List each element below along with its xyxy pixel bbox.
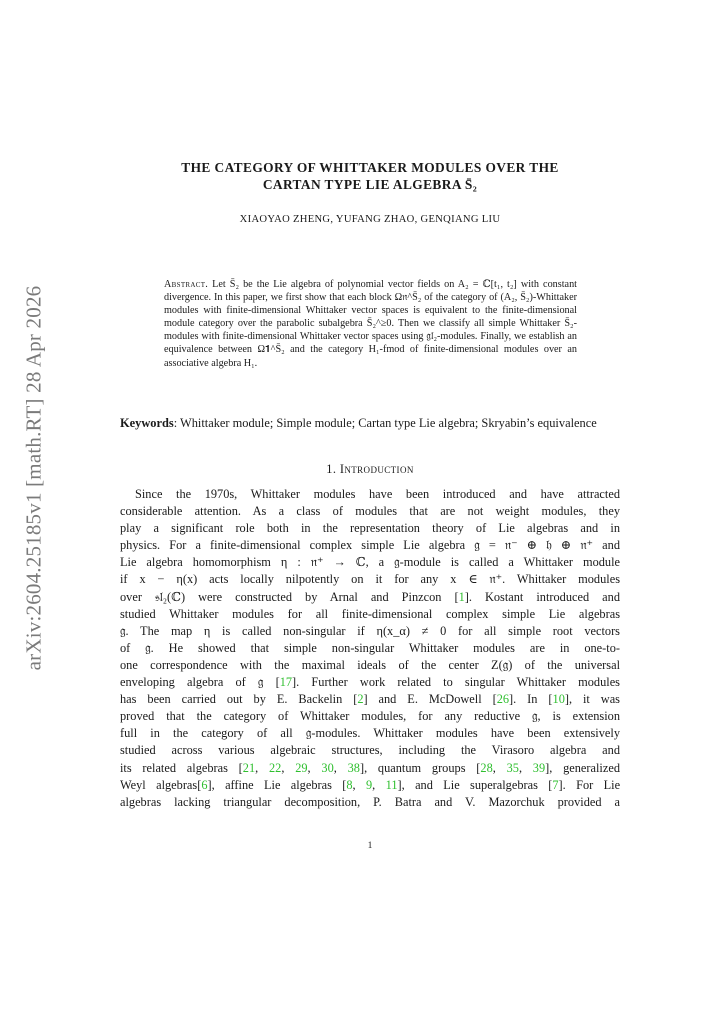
body-text-segment: studied across various algebraic structures, including the Virasoro algebra and [120,743,620,758]
citation-link[interactable]: 38 [347,760,360,775]
citation-link[interactable]: 9 [366,777,373,792]
body-text-segment: proved that the category of Whittaker modules, for any reductive 𝔤, is extension [120,709,620,724]
body-line [120,794,620,811]
body-text-segment: over 𝔰𝔩₂(ℂ) were constructed by Arnal and Pinzcon [ [120,589,459,604]
body-line [120,606,620,623]
body-line [120,708,620,725]
abstract [164,278,577,370]
body-text-segment: ]. In [ [509,692,553,707]
citation-link[interactable]: 22 [269,760,282,775]
body-line [120,571,620,588]
body-text-segment: its related algebras [ [120,760,243,775]
body-text-segment: , [352,777,366,792]
body-line [120,777,620,794]
body-line [120,725,620,742]
citation-link[interactable]: 2 [357,692,364,707]
introduction-body [120,486,620,811]
body-text-segment: considerable attention. As a class of modules that are not weight modules, they [120,504,620,519]
title-line-1: THE CATEGORY OF WHITTAKER MODULES OVER THE [181,160,559,175]
citation-link[interactable]: 7 [552,777,559,792]
citation-link[interactable]: 10 [552,692,565,707]
body-line [120,520,620,537]
body-text-segment: , [372,777,386,792]
body-text-segment: , [255,760,269,775]
citation-link[interactable]: 30 [321,760,334,775]
body-text-segment: ], and Lie superalgebras [ [397,777,553,792]
body-text-segment: , [518,760,533,775]
keywords [120,415,620,431]
body-text-segment: , [281,760,296,775]
citation-link[interactable]: 26 [496,692,510,707]
body-line [120,691,620,708]
body-text-segment: ], quantum groups [ [359,760,481,775]
body-text-segment: algebras lacking triangular decomposition, P. Batra and V. Mazorchuk provided a [120,794,620,809]
body-text-segment: ]. For Lie [558,777,621,792]
body-line [120,674,620,691]
body-text-segment: 𝔤. The map η is called non-singular if η(x_α) ≠ 0 for all simple root vectors [120,623,620,638]
body-text-segment: ], affine Lie algebras [ [207,777,347,792]
arxiv-identifier: arXiv:2604.25185v1 [math.RT] 28 Apr 2026 [21,285,46,671]
section-heading-introduction: 1. Introduction [326,462,414,476]
citation-link[interactable]: 6 [201,777,208,792]
body-line [120,486,620,503]
body-text-segment: ], it was [564,692,620,707]
body-line [120,657,620,674]
title-line-2: CARTAN TYPE LIE ALGEBRA S̄₂ [262,177,478,192]
body-text-segment: ]. Further work related to singular Whittaker modules [292,675,620,690]
body-text-segment: ]. Kostant introduced and [464,589,620,604]
body-text-segment: , [492,760,507,775]
citation-link[interactable]: 8 [346,777,353,792]
body-text-segment: of 𝔤. He showed that simple non-singular Whittaker modules are in one-to- [120,640,620,655]
body-line [120,742,620,759]
citation-link[interactable]: 17 [279,675,293,690]
body-text-segment: ] and E. McDowell [ [363,692,497,707]
body-line [120,503,620,520]
body-text-segment: if x − η(x) acts locally nilpotently on it for any x ∈ 𝔫⁺. Whittaker modules [120,572,620,587]
body-line [120,589,620,606]
body-text-segment: full in the category of all 𝔤-modules. Whittaker modules have been extensively [120,726,620,741]
citation-link[interactable]: 21 [242,760,256,775]
abstract-label: Abstract. [164,279,209,290]
body-line [120,623,620,640]
body-text-segment: ], generalized [545,760,620,775]
body-line [120,537,620,554]
abstract-text: Let S̄₂ be the Lie algebra of polynomial vector fields on A₂ = ℂ[t₁, t₂] with constant divergence. In this paper, we first show that each block Ω𝔫^S̄₂ of the category of (A₂, S̄₂)-Whittaker modules with finite-dimensional Whittaker vector spaces is equivalent to the finite-dimensional module category over the parabolic subalgebra S̄₂^≥0. Then we classify all simple Whittaker S̄₂-modules with finite-dimensional Whittaker vector spaces using 𝔤𝔩₂-modules. Finally, we establish an equivalence between Ω𝟏^S̄₂ and the category H₁-fmod of finite-dimensional modules over an associative algebra H₁. [164,279,577,369]
body-line [120,640,620,657]
keywords-text: : Whittaker module; Simple module; Cartan type Lie algebra; Skryabin’s equivalence [173,416,597,430]
keywords-label: Keywords [120,416,174,430]
body-line [120,554,620,571]
page-number: 1 [367,841,373,851]
body-text-segment: Lie algebra homomorphism η : 𝔫⁺ → ℂ, a 𝔤-module is called a Whittaker module [120,555,620,570]
citation-link[interactable]: 39 [532,760,546,775]
citation-link[interactable]: 35 [506,760,519,775]
body-text-segment: one correspondence with the maximal ideals of the center Z(𝔤) of the universal [120,657,620,672]
paper-title [120,159,620,193]
author-list: XIAOYAO ZHENG, YUFANG ZHAO, GENQIANG LIU [239,214,501,225]
body-line [120,760,620,777]
body-text-segment: , [333,760,348,775]
body-text-segment: physics. For a finite-dimensional complex simple Lie algebra 𝔤 = 𝔫⁻ ⊕ 𝔥 ⊕ 𝔫⁺ and [120,538,620,553]
citation-link[interactable]: 1 [458,589,465,604]
body-text-segment: Weyl algebras[ [120,777,202,792]
body-text-segment: Since the 1970s, Whittaker modules have been introduced and have attracted [135,487,620,501]
body-text-segment: play a significant role both in the representation theory of Lie algebras and in [120,521,620,536]
body-text-segment: has been carried out by E. Backelin [ [120,692,358,707]
body-text-segment: studied Whittaker modules for all finite-dimensional complex simple Lie algebras [120,606,620,621]
body-text-segment: enveloping algebra of 𝔤 [ [120,675,280,690]
citation-link[interactable]: 29 [295,760,308,775]
body-text-segment: , [307,760,322,775]
arxiv-sidebar [22,283,46,673]
citation-link[interactable]: 11 [385,777,398,792]
citation-link[interactable]: 28 [480,760,493,775]
